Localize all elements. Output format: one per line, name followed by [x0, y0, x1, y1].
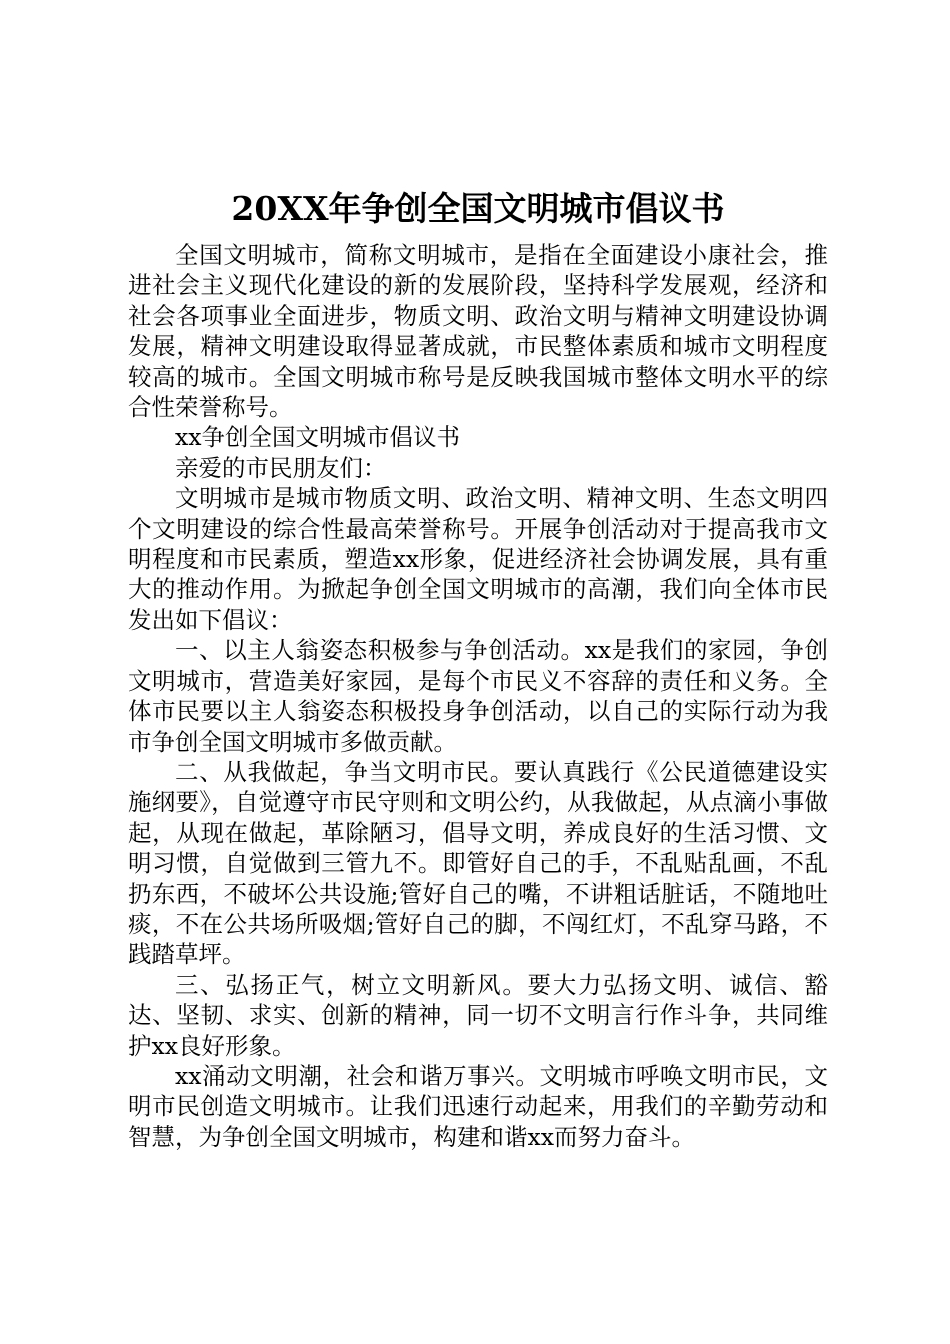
paragraph-proposal-2: 二、从我做起，争当文明市民。要认真践行《公民道德建设实施纲要》，自觉遵守市民守则和文明公约，从我做起，从点滴小事做起，从现在做起，革除陋习，倡导文明，养成良好的生活习惯、文明习惯，自觉做到三管九不。即管好自己的手，不乱贴乱画，不乱扔东西，不破坏公共设施;管好自己的嘴，不讲粗话脏话，不随地吐痰，不在公共场所吸烟;管好自己的脚，不闯红灯，不乱穿马路，不践踏草坪。 [128, 757, 828, 969]
paragraph-subtitle: xx争创全国文明城市倡议书 [175, 423, 461, 452]
paragraph-salutation: 亲爱的市民朋友们： [175, 453, 387, 482]
paragraph-proposal-1: 一、以主人翁姿态积极参与争创活动。xx是我们的家园，争创文明城市，营造美好家园，是每个市民义不容辞的责任和义务。全体市民要以主人翁姿态积极投身争创活动，以自己的实际行动为我市争创全国文明城市多做贡献。 [128, 636, 828, 756]
paragraph-proposal-3: 三、弘扬正气，树立文明新风。要大力弘扬文明、诚信、豁达、坚韧、求实、创新的精神，同一切不文明言行作斗争，共同维护xx良好形象。 [128, 970, 828, 1060]
document-title: 20XX年争创全国文明城市倡议书 [231, 189, 725, 228]
paragraph-intro: 全国文明城市，简称文明城市，是指在全面建设小康社会，推进社会主义现代化建设的新的发展阶段，坚持科学发展观，经济和社会各项事业全面进步，物质文明、政治文明与精神文明建设协调发展，精神文明建设取得显著成就，市民整体素质和城市文明程度较高的城市。全国文明城市称号是反映我国城市整体文明水平的综合性荣誉称号。 [128, 241, 828, 422]
document-page [128, 186, 828, 1152]
paragraph-closing: xx涌动文明潮，社会和谐万事兴。文明城市呼唤文明市民，文明市民创造文明城市。让我们迅速行动起来，用我们的辛勤劳动和智慧，为争创全国文明城市，构建和谐xx而努力奋斗。 [128, 1061, 828, 1151]
paragraph-body-1: 文明城市是城市物质文明、政治文明、精神文明、生态文明四个文明建设的综合性最高荣誉称号。开展争创活动对于提高我市文明程度和市民素质，塑造xx形象，促进经济社会协调发展，具有重大的推动作用。为掀起争创全国文明城市的高潮，我们向全体市民发出如下倡议： [128, 484, 828, 634]
